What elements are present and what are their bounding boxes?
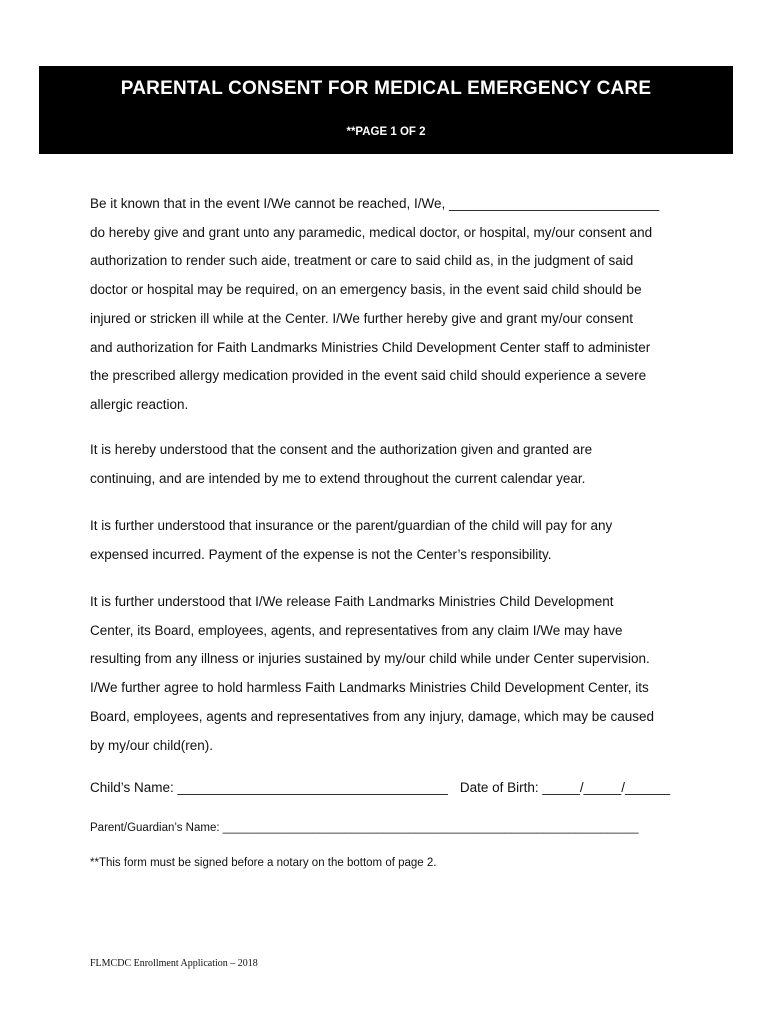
consent-paragraph: Be it known that in the event I/We cannot be reached, I/We, ____________________________ do hereby give and grant unto any paramedic, medical doctor, or hospital, my/our consent and authorization to render such aide, treatment or care to said child as, in the judgment of said doctor or hospital may be required, on an emergency basis, in the event said child should be injured or stricken ill while at the Center. I/We further hereby give and grant my/our consent and authorization for Faith Landmarks Ministries Child Development Center staff to administer the prescribed allergy medication provided in the event said child should experience a severe allergic reaction.: [90, 196, 660, 412]
continuing-consent-paragraph: It is hereby understood that the consent and the authorization given and granted are continuing, and are intended by me to extend throughout the current calendar year.: [90, 442, 593, 486]
header-band: [39, 66, 733, 154]
page-title: PARENTAL CONSENT FOR MEDICAL EMERGENCY CARE: [120, 78, 652, 99]
release-paragraph: It is further understood that I/We release Faith Landmarks Ministries Child Development Center, its Board, employees, agents, and representatives from any claim I/We may have resulting from any illness or injuries sustained by my/our child while under Center supervision. I/We further agree to hold harmless Faith Landmarks Ministries Child Development Center, its Board, employees, agents and representatives from any injury, damage, which may be caused by my/our child(ren).: [90, 594, 655, 753]
child-name-field[interactable]: Child’s Name: ____________________________________: [90, 780, 448, 795]
insurance-paragraph: It is further understood that insurance or the parent/guardian of the child will pay for any expensed incurred. Payment of the expense is not the Center’s responsibility.: [90, 518, 613, 562]
page-indicator: **PAGE 1 OF 2: [346, 126, 426, 138]
date-of-birth-field[interactable]: Date of Birth: _____/_____/______: [459, 780, 670, 795]
notary-note: **This form must be signed before a notary on the bottom of page 2.: [90, 857, 437, 869]
page-footer: FLMCDC Enrollment Application – 2018: [90, 958, 258, 969]
child-info-line: [90, 780, 690, 795]
guardian-name-field[interactable]: Parent/Guardian’s Name: _________________________________________________________________: [90, 822, 639, 834]
